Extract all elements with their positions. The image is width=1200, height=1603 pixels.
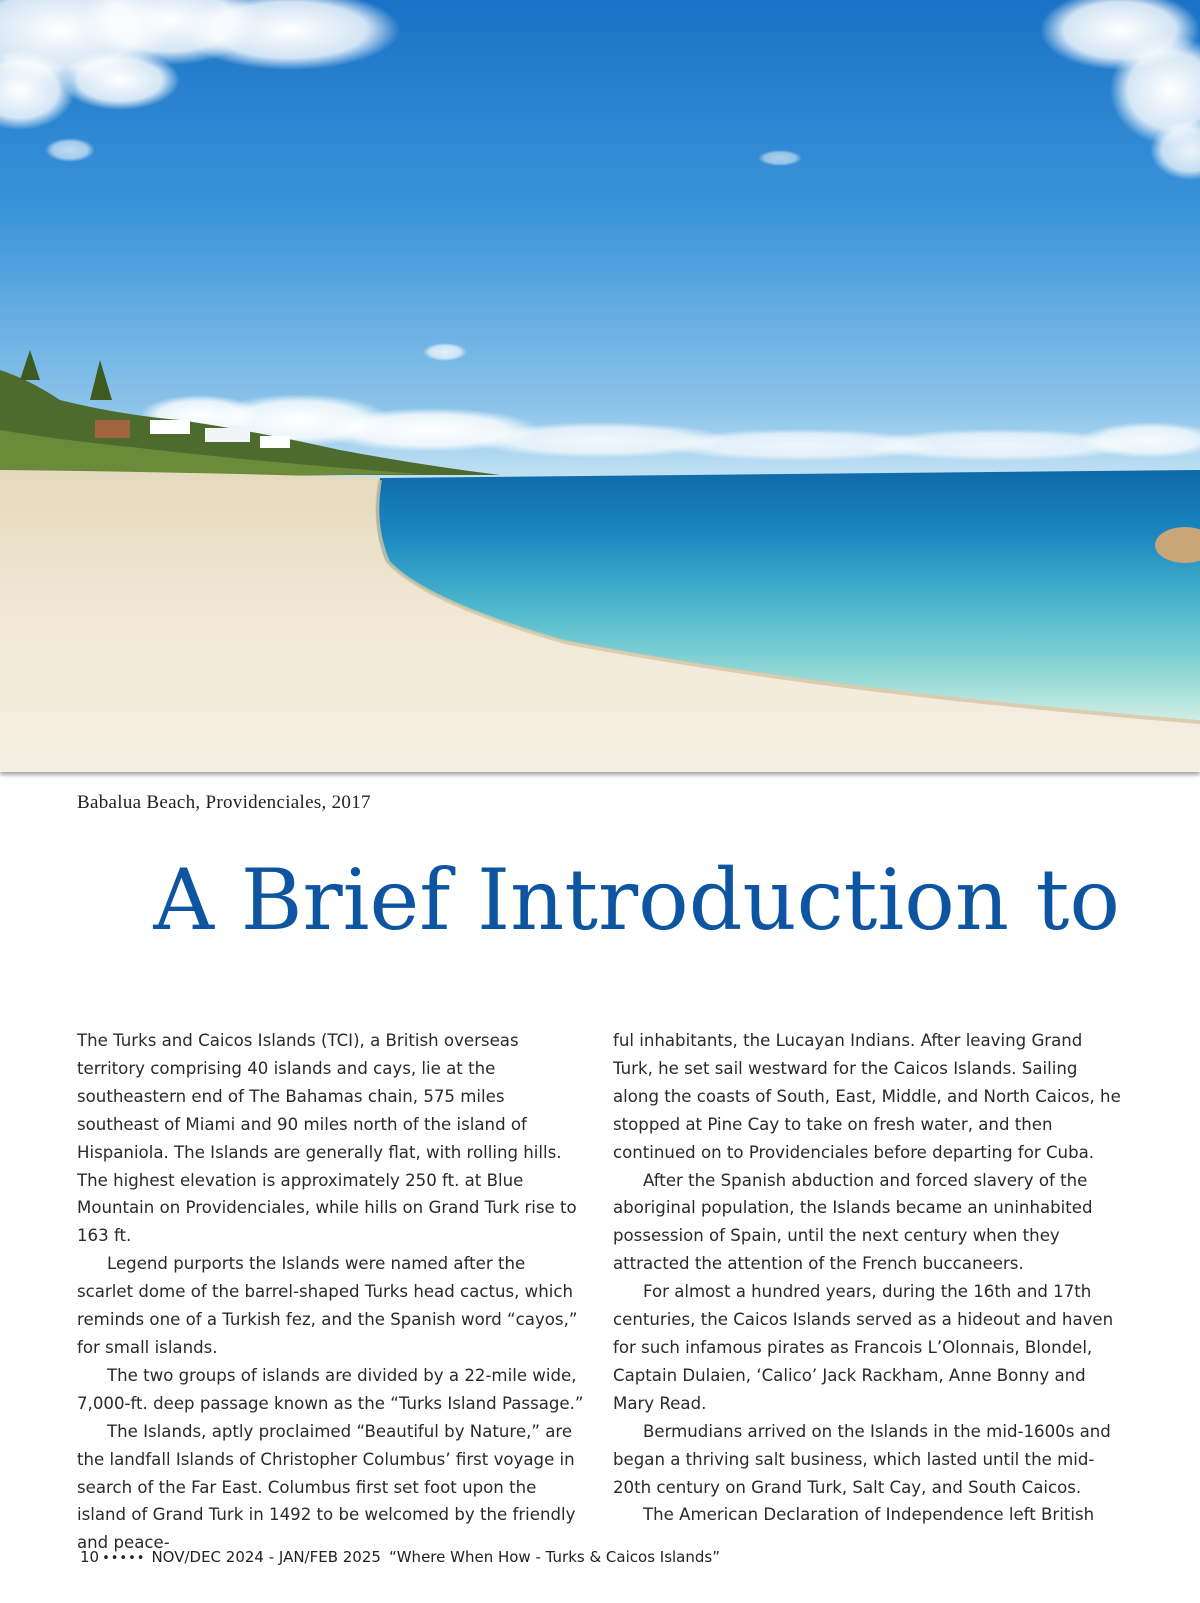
paragraph: The American Declaration of Independence left British [643, 1505, 1095, 1525]
beach-photo-illustration [0, 0, 1200, 772]
paragraph: For almost a hundred years, during the 16th and 17th centuries, the Caicos Islands served as a hideout and haven for such infamous pirates as Francois L’Olonnais, Blondel, Captain Dulaien, ‘Calico’ Jack Rackham, Anne Bonny and Mary Read. [613, 1282, 1114, 1413]
cloud-small [423, 343, 467, 361]
article-column-left [77, 1027, 585, 1557]
paragraph: The Islands, aptly proclaimed “Beautiful by Nature,” are the landfall Islands of Christopher Columbus’ first voyage in search of the Far East. Columbus first set foot upon the island of Grand Turk in 1492 to be welcomed by the friendly and peace- [77, 1421, 576, 1553]
page-footer [80, 1548, 720, 1566]
paragraph: Legend purports the Islands were named after the scarlet dome of the barrel-shaped Turks head cactus, which reminds one of a Turkish fez, and the Spanish word “cayos,” for small islands. [77, 1254, 578, 1357]
photo-caption: Babalua Beach, Providenciales, 2017 [77, 792, 371, 813]
article-column-right [613, 1027, 1121, 1529]
page-number: 10 [80, 1548, 100, 1566]
publication-name: “Where When How - Turks & Caicos Islands” [388, 1548, 720, 1566]
paragraph: After the Spanish abduction and forced slavery of the aboriginal population, the Islands became an uninhabited possession of Spain, until the next century when they attracted the attention of the French buccaneers. [613, 1170, 1093, 1274]
paragraph: The two groups of islands are divided by a 22-mile wide, 7,000-ft. deep passage known as the “Turks Island Passage.” [77, 1365, 584, 1413]
paragraph: Bermudians arrived on the Islands in the mid-1600s and began a thriving salt business, which lasted until the mid-20th century on Grand Turk, Salt Cay, and South Caicos. [613, 1421, 1111, 1497]
article-headline: A Brief Introduction to [153, 851, 1120, 949]
paragraph: The Turks and Caicos Islands (TCI), a British overseas territory comprising 40 islands and cays, lie at the southeastern end of The Bahamas chain, 575 miles southeast of Miami and 90 miles north of the island of Hispaniola. The Islands are generally flat, with rolling hills. The highest elevation is approximately 250 ft. at Blue Mountain on Providenciales, while hills on Grand Turk rise to 163 ft. [77, 1031, 577, 1246]
footer-dots: ••••• [102, 1551, 146, 1566]
beach-photo [0, 0, 1200, 772]
issue-dates: NOV/DEC 2024 - JAN/FEB 2025 [151, 1548, 381, 1566]
paragraph: ful inhabitants, the Lucayan Indians. After leaving Grand Turk, he set sail westward for the Caicos Islands. Sailing along the coasts of South, East, Middle, and North Caicos, he stopped at Pine Cay to take on fresh water, and then continued on to Providenciales before departing for Cuba. [613, 1031, 1121, 1162]
